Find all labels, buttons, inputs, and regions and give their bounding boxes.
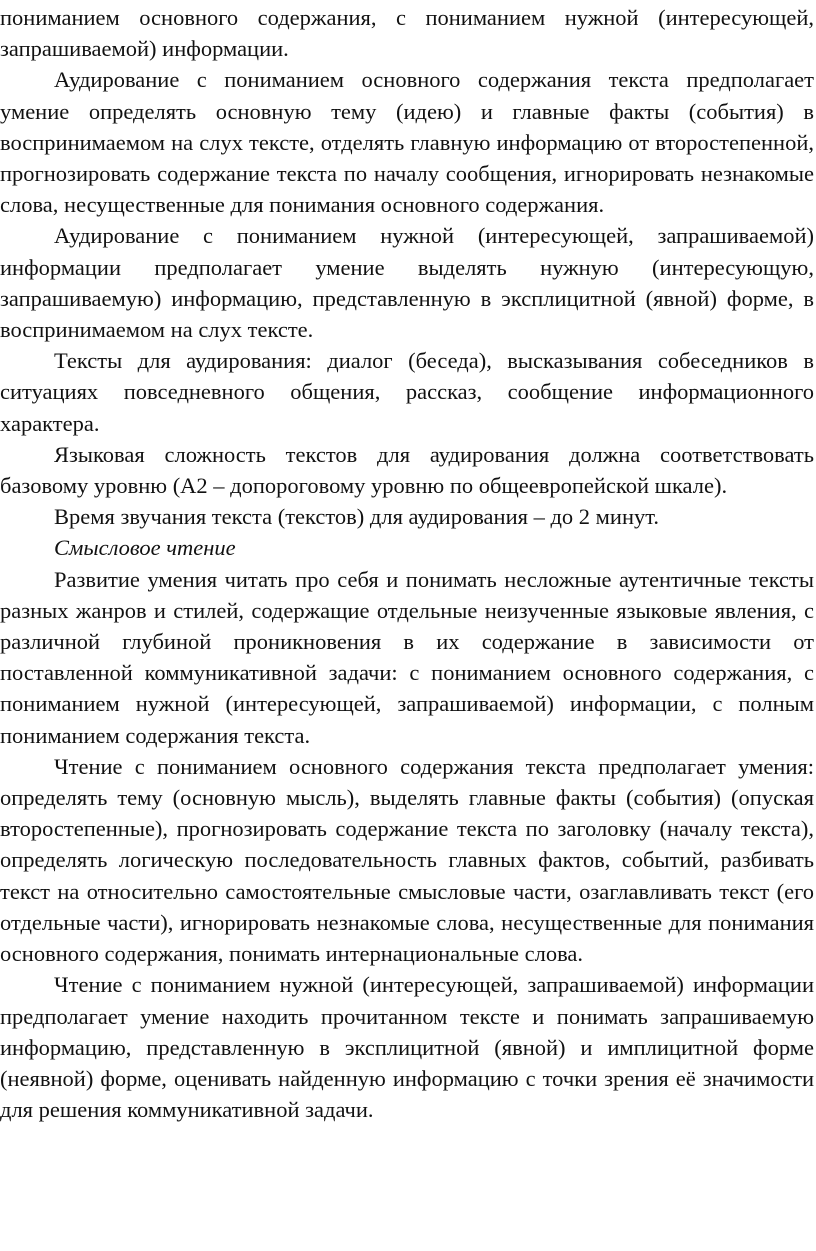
- paragraph-listening-main-content: Аудирование с пониманием основного содержания текста предполагает умение определять основную тему (идею) и главные факты (события) в воспринимаемом на слух тексте, отделять главную информацию от второстепенной, прогнозировать содержание текста по началу сообщения, игнорировать незнакомые слова, несущественные для понимания основного содержания.: [0, 67, 814, 218]
- paragraph-reading-needed-info: Чтение с пониманием нужной (интересующей, запрашиваемой) информации предполагает умение находить прочитанном тексте и понимать запрашиваемую информацию, представленную в эксплицитной (явной) и имплицитной форме (неявной) форме, оценивать найденную информацию с точки зрения её значимости для решения коммуникативной задачи.: [0, 972, 814, 1123]
- paragraph-language-complexity: Языковая сложность текстов для аудирования должна соответствовать базовому уровню (А2 – допороговому уровню по общеевропейской шкале).: [0, 441, 814, 499]
- paragraph-listening-needed-info: Аудирование с пониманием нужной (интересующей, запрашиваемой) информации предполагает умение выделять нужную (интересующую, запрашиваемую) информацию, представленную в эксплицитной (явной) форме, в воспринимаемом на слух тексте.: [0, 223, 814, 343]
- paragraph-continuation: пониманием основного содержания, с пониманием нужной (интересующей, запрашиваемой) информации.: [0, 5, 814, 62]
- section-heading-semantic-reading: Смысловое чтение: [54, 535, 236, 561]
- paragraph-reading-skills: Развитие умения читать про себя и понимать несложные аутентичные тексты разных жанров и стилей, содержащие отдельные неизученные языковые явления, с различной глубиной проникновения в их содержание в зависимости от поставленной коммуникативной задачи: с пониманием основного содержания, с пониманием нужной (интересующей, запрашиваемой) информации, с полным пониманием содержания текста.: [0, 566, 814, 748]
- paragraph-listening-texts: Тексты для аудирования: диалог (беседа), высказывания собеседников в ситуациях повседневного общения, рассказ, сообщение информационного характера.: [0, 348, 814, 436]
- paragraph-listening-duration: Время звучания текста (текстов) для аудирования – до 2 минут.: [54, 504, 659, 530]
- paragraph-reading-main-content: Чтение с пониманием основного содержания текста предполагает умения: определять тему (основную мысль), выделять главные факты (события) (опуская второстепенные), прогнозировать содержание текста по заголовку (началу текста), определять логическую последовательность главных фактов, событий, разбивать текст на относительно самостоятельные смысловые части, озаглавливать текст (его отдельные части), игнорировать незнакомые слова, несущественные для понимания основного содержания, понимать интернациональные слова.: [0, 753, 814, 967]
- document-page: [0, 2, 814, 1125]
